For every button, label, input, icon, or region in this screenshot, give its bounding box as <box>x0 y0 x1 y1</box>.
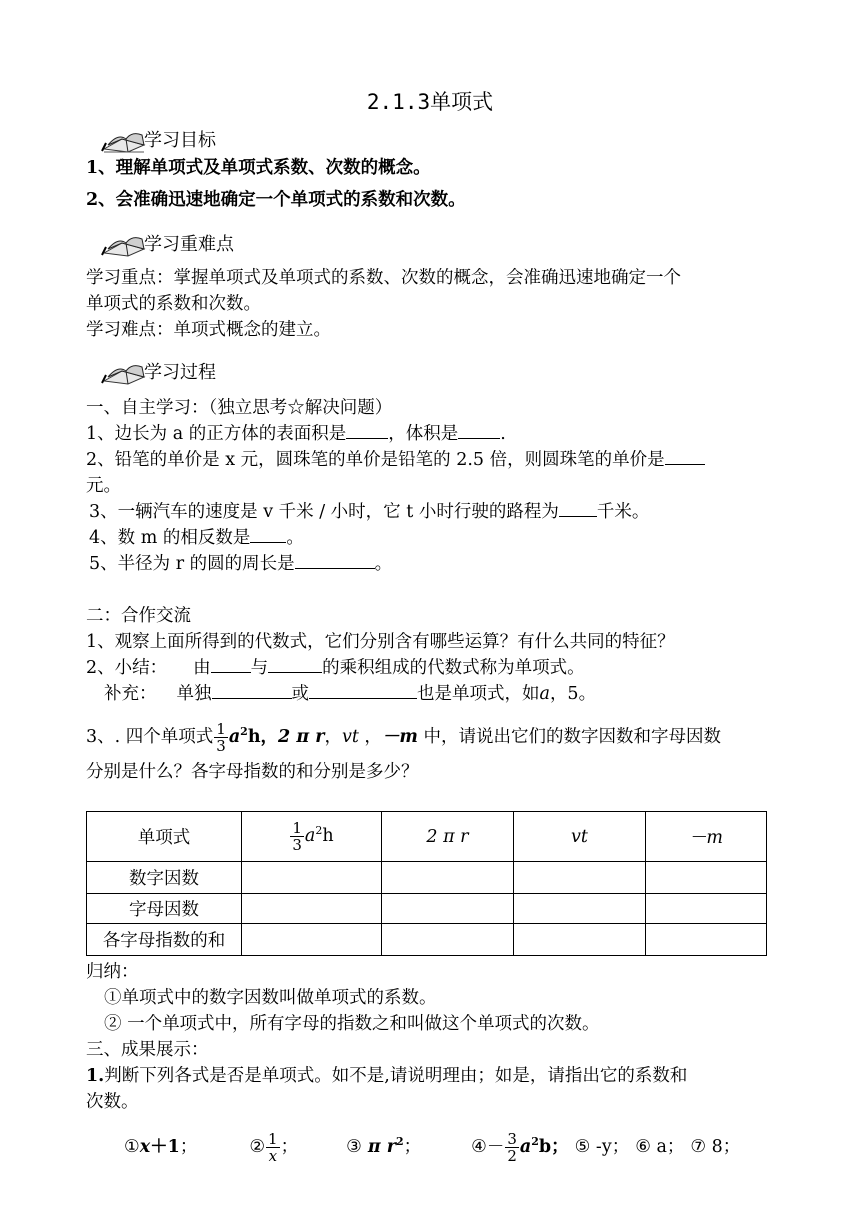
q1-text: 1、边长为 a 的正方体的表面积是 <box>86 424 347 444</box>
page-title <box>0 88 860 116</box>
part2-supplement <box>104 682 596 706</box>
q5-text: 5、半径为 r 的圆的周长是 <box>89 554 295 574</box>
q3-neg-m: －m <box>381 726 418 747</box>
q3-vt: vt <box>341 726 359 747</box>
table-cell[interactable] <box>242 862 382 894</box>
summary-blank-1[interactable] <box>211 656 251 673</box>
table-cell[interactable] <box>646 924 767 956</box>
q5-text-2: 。 <box>374 554 393 574</box>
table-cell[interactable] <box>382 924 514 956</box>
supp-text-2: 或 <box>291 684 309 704</box>
q2-summary-label: 2、小结： <box>86 658 168 678</box>
part2-q3-line2: 分别是什么？各字母指数的和分别是多少？ <box>86 762 419 782</box>
fraction-one-third: $\frac{1}{3}$ <box>216 719 226 755</box>
table-cell[interactable] <box>242 894 382 924</box>
supp-text: 单独 <box>176 684 212 704</box>
q3-intro: 3、. 四个单项式 <box>86 726 214 747</box>
table-row <box>87 862 767 894</box>
table-cell[interactable] <box>514 894 646 924</box>
section-goals-title: 学习目标 <box>144 130 216 151</box>
open-book-icon <box>100 357 148 385</box>
title-number: 2.1.3 <box>366 90 431 114</box>
section-key <box>100 228 234 258</box>
section-key-title: 学习重难点 <box>144 234 234 255</box>
item-1-mark: ① <box>124 1136 140 1157</box>
table-cell[interactable] <box>382 862 514 894</box>
item-7: ⑦ 8； <box>690 1136 741 1157</box>
section-goals <box>100 124 216 154</box>
section-process-title: 学习过程 <box>144 362 216 383</box>
table-row-label: 各字母指数的和 <box>87 924 242 956</box>
open-book-icon <box>100 229 148 257</box>
item-3-mark: ③ <box>346 1136 362 1157</box>
supp-text-4: ，5。 <box>549 684 597 704</box>
part1-q3 <box>89 500 649 524</box>
item-6: ⑥ a； <box>635 1136 685 1157</box>
part1-heading: 一、自主学习：（独立思考☆解决问题） <box>86 398 393 418</box>
open-book-icon <box>100 125 148 153</box>
summary-blank-2[interactable] <box>268 656 322 673</box>
q4-text-2: 。 <box>286 528 304 548</box>
goal-2: 2、会准确迅速地确定一个单项式的系数和次数。 <box>86 190 466 210</box>
part1-q4 <box>89 526 304 550</box>
part3-q1-line1: 1.判断下列各式是否是单项式。如不是,请说明理由；如是，请指出它的系数和 <box>86 1066 688 1086</box>
part2-heading: 二：合作交流 <box>86 606 191 626</box>
q2-text: 2、铅笔的单价是 x 元，圆珠笔的单价是铅笔的 2.5 倍，则圆珠笔的单价是 <box>86 450 665 470</box>
supp-example-a: a <box>539 684 550 704</box>
table-cell[interactable] <box>646 894 767 924</box>
table-header-row <box>87 812 767 862</box>
q2-blank[interactable] <box>665 448 705 465</box>
q3-var-a: a <box>228 726 241 747</box>
part2-q1: 1、观察上面所得到的代数式，它们分别含有哪些运算？有什么共同的特征？ <box>86 632 675 652</box>
part1-q2-cont: 元。 <box>86 476 121 496</box>
key-focus-line2: 单项式的系数和次数。 <box>86 294 261 314</box>
table-header-cell: vt <box>514 812 646 862</box>
key-focus-line1: 学习重点：掌握单项式及单项式的系数、次数的概念，会准确迅速地确定一个 <box>86 268 681 288</box>
table-cell[interactable] <box>514 862 646 894</box>
q3-blank[interactable] <box>559 500 597 517</box>
part1-q1 <box>86 422 506 446</box>
supp-blank-2[interactable] <box>309 682 417 699</box>
q4-text: 4、数 m 的相反数是 <box>89 528 251 548</box>
table-row-label: 字母因数 <box>87 894 242 924</box>
q5-blank[interactable] <box>295 552 375 569</box>
title-text: 单项式 <box>430 90 494 114</box>
part3-q1-line2: 次数。 <box>86 1092 139 1112</box>
summary-heading: 归纳： <box>86 962 139 982</box>
fraction-1-over-x: $\frac{1}{x}$ <box>268 1129 278 1165</box>
key-difficulty: 学习难点：单项式概念的建立。 <box>86 320 331 340</box>
part1-q2 <box>86 448 705 472</box>
item-4-mark: ④－ <box>471 1136 505 1157</box>
q3-text: 3、一辆汽车的速度是 v 千米 / 小时，它 t 小时行驶的路程为 <box>89 502 559 522</box>
table-cell[interactable] <box>514 924 646 956</box>
table-header-cell: 单项式 <box>87 812 242 862</box>
supp-text-3: 也是单项式，如 <box>417 684 540 704</box>
table-header-cell: －m <box>646 812 767 862</box>
table-row-label: 数字因数 <box>87 862 242 894</box>
monomial-table <box>86 811 767 956</box>
supp-blank-1[interactable] <box>212 682 292 699</box>
part3-heading: 三、成果展示： <box>86 1040 209 1060</box>
goal-1: 1、理解单项式及单项式系数、次数的概念。 <box>86 158 431 178</box>
part3-items: ①x＋1； ② $\frac{1}{x}$ ； ③ π $r^2$； ④－ $\frac{3}{2}$ $a^2b$； ⑤ -y； ⑥ a； ⑦ 8； <box>124 1129 741 1165</box>
q3-text-2: 千米。 <box>596 502 650 522</box>
table-header-cell: 2 π r <box>382 812 514 862</box>
part1-q5 <box>89 552 392 576</box>
summary-point-2: ② 一个单项式中，所有字母的指数之和叫做这个单项式的次数。 <box>104 1014 600 1034</box>
summary-point-1: ①单项式中的数字因数叫做单项式的系数。 <box>104 988 437 1008</box>
table-cell[interactable] <box>382 894 514 924</box>
table-cell[interactable] <box>242 924 382 956</box>
item-2-mark: ② <box>249 1136 266 1157</box>
part2-q2 <box>86 656 585 680</box>
q2-summary-text: 由 <box>193 658 211 678</box>
q4-blank[interactable] <box>250 526 286 543</box>
q2-summary-text-3: 的乘积组成的代数式称为单项式。 <box>322 658 585 678</box>
table-row <box>87 894 767 924</box>
fraction-3-over-2: $\frac{3}{2}$ <box>507 1129 517 1165</box>
q1-blank-area[interactable] <box>346 422 388 439</box>
part2-q3: 3、. 四个单项式 $\frac{1}{3}$ $a^2h$，2 π r，vt ，－m 中，请说出它们的数字因数和字母因数 <box>86 719 722 755</box>
table-row <box>87 924 767 956</box>
q1-text-3: . <box>500 424 506 444</box>
table-cell[interactable] <box>646 862 767 894</box>
item-5: ⑤ -y； <box>574 1136 630 1157</box>
supp-label: 补充： <box>104 684 157 704</box>
q1-text-2: ，体积是 <box>388 424 459 444</box>
q3-2pir: 2 π r <box>278 726 325 747</box>
section-process <box>100 356 216 386</box>
q2-summary-text-2: 与 <box>250 658 269 678</box>
table-header-cell: $\frac{1}{3}$ $a^2h$ <box>242 812 382 862</box>
q1-blank-volume[interactable] <box>458 422 500 439</box>
